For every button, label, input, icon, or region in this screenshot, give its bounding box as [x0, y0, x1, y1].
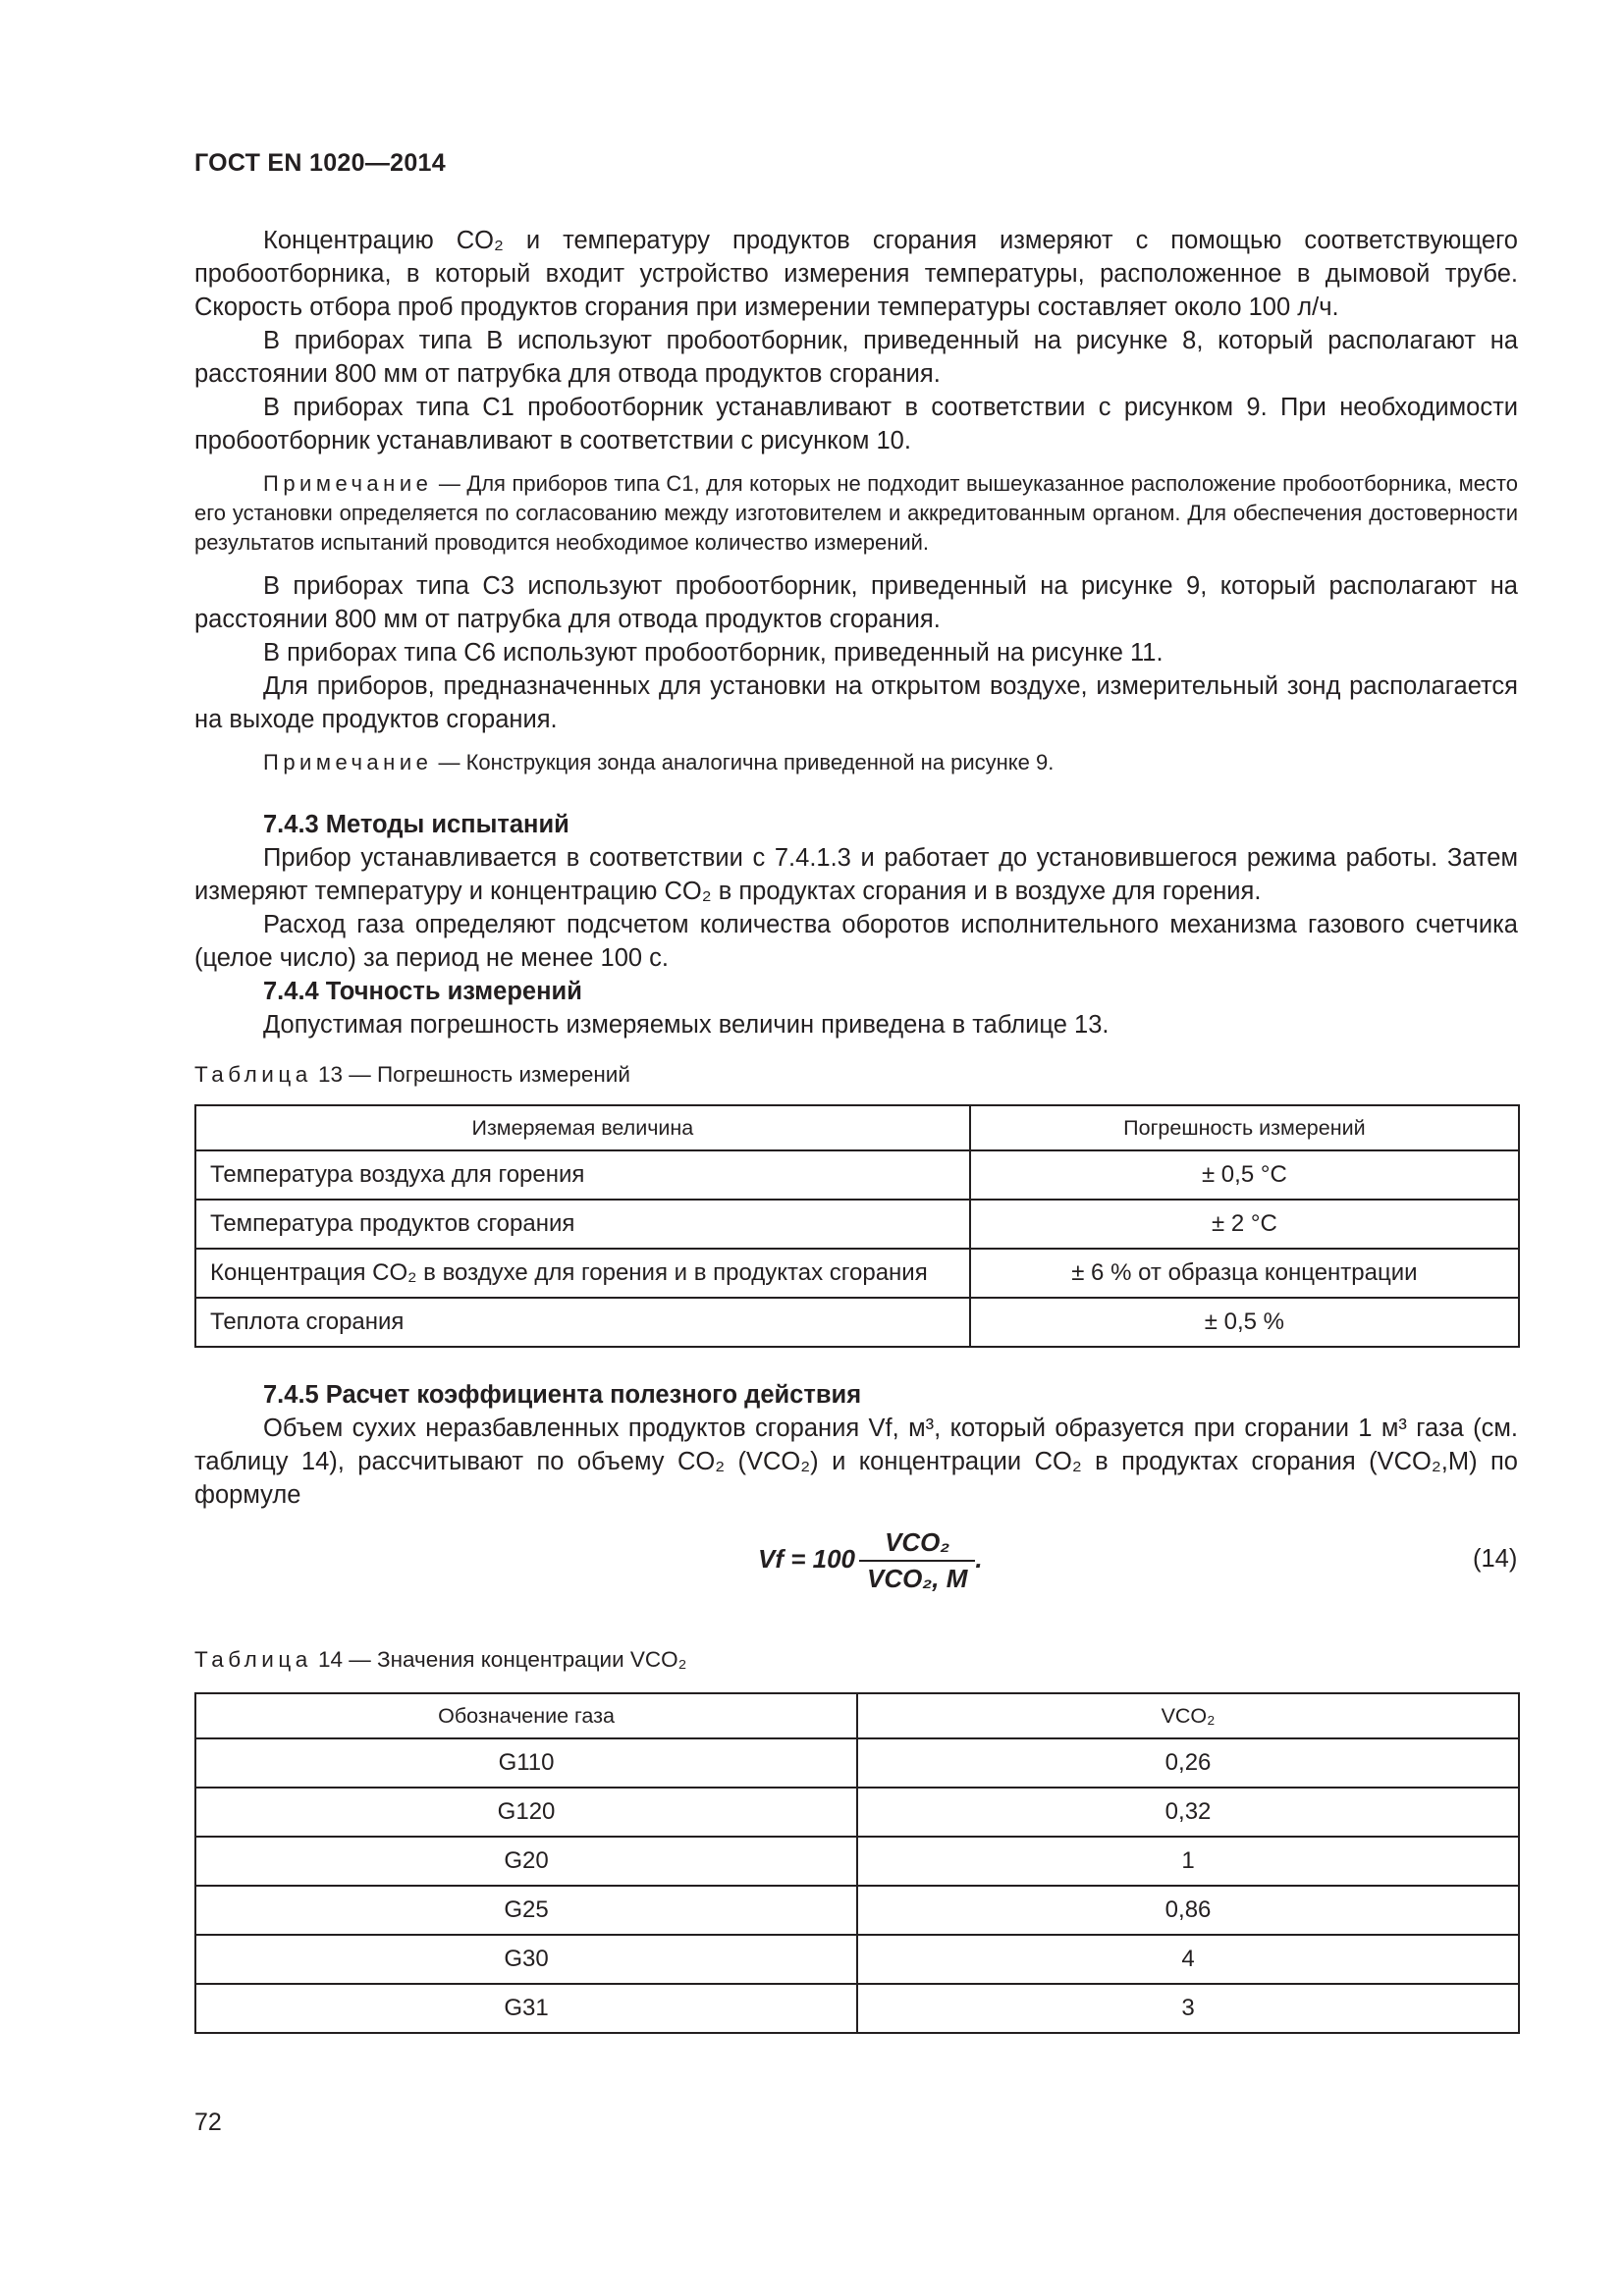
table-cell: G110: [195, 1738, 857, 1788]
note: [194, 469, 1518, 558]
formula-denominator: VCO₂, M: [867, 1564, 968, 1593]
table-13-caption: [194, 1062, 630, 1088]
table-row: [195, 1935, 1519, 1984]
table-cell: 3: [857, 1984, 1519, 2033]
section-heading-7-4-4: 7.4.4 Точность измерений: [263, 978, 582, 1005]
table-13: [194, 1104, 1520, 1348]
caption-label: Таблица: [194, 1647, 312, 1672]
formula-fraction: [859, 1527, 975, 1594]
paragraph: Концентрацию CO₂ и температуру продуктов сгорания измеряют с помощью соответствующего пробоотборника, в который входит устройство измерения температуры, расположенное в дымовой трубе. Скорость отбора проб продуктов сгорания при измерении температуры составляет около 100 л/ч.: [194, 227, 1518, 321]
text-block-1: [194, 224, 1518, 777]
table-cell: ± 2 °С: [970, 1200, 1519, 1249]
table-header-cell: Измеряемая величина: [195, 1105, 970, 1150]
table-header-cell: VCO₂: [857, 1693, 1519, 1738]
table-cell: G30: [195, 1935, 857, 1984]
table-cell: Температура воздуха для горения: [195, 1150, 970, 1200]
table-cell: G20: [195, 1837, 857, 1886]
note-text: — Для приборов типа С1, для которых не подходит вышеуказанное расположение пробоотборника, место его установки определяется по согласованию между изготовителем и аккредитованным органом. Для обеспечения достоверности результатов испытаний проводится необходимое количество измерений.: [194, 471, 1518, 555]
paragraph: В приборах типа В используют пробоотборник, приведенный на рисунке 8, который располагают на расстоянии 800 мм от патрубка для отвода продуктов сгорания.: [194, 327, 1518, 388]
text-block-3: [194, 1378, 1518, 1512]
table-cell: 1: [857, 1837, 1519, 1886]
table-cell: 0,26: [857, 1738, 1519, 1788]
table-cell: Теплота сгорания: [195, 1298, 970, 1347]
table-row: [195, 1150, 1519, 1200]
paragraph: В приборах типа С3 используют пробоотборник, приведенный на рисунке 9, который располагают на расстоянии 800 мм от патрубка для отвода продуктов сгорания.: [194, 572, 1518, 633]
table-14-caption: [194, 1647, 686, 1673]
note-label: Примечание: [263, 471, 433, 496]
table-cell: G25: [195, 1886, 857, 1935]
table-row: [195, 1249, 1519, 1298]
text-block-2: [194, 808, 1518, 1041]
table-row: [195, 1886, 1519, 1935]
table-cell: ± 0,5 °С: [970, 1150, 1519, 1200]
section-heading-7-4-5: 7.4.5 Расчет коэффициента полезного действия: [263, 1381, 862, 1409]
equation-number: (14): [1473, 1545, 1518, 1573]
table-cell: ± 0,5 %: [970, 1298, 1519, 1347]
table-cell: 0,86: [857, 1886, 1519, 1935]
page-number: 72: [194, 2109, 222, 2136]
page-header: ГОСТ EN 1020—2014: [194, 149, 446, 177]
formula-tail: .: [975, 1543, 983, 1574]
table-cell: Концентрация CO₂ в воздухе для горения и в продуктах сгорания: [195, 1249, 970, 1298]
table-cell: 0,32: [857, 1788, 1519, 1837]
paragraph: Расход газа определяют подсчетом количества оборотов исполнительного механизма газового счетчика (целое число) за период не менее 100 с.: [194, 911, 1518, 972]
table-header-cell: Обозначение газа: [195, 1693, 857, 1738]
section-heading-7-4-3: 7.4.3 Методы испытаний: [263, 811, 569, 838]
paragraph: Объем сухих неразбавленных продуктов сгорания Vf, м³, который образуется при сгорании 1 м³ газа (см. таблицу 14), рассчитывают по объему CO₂ (VCO₂) и концентрации CO₂ в продуктах сгорания (VCO₂,M) по формуле: [194, 1415, 1518, 1509]
table-cell: 4: [857, 1935, 1519, 1984]
table-row: [195, 1788, 1519, 1837]
table-header-row: [195, 1693, 1519, 1738]
note-text: — Конструкция зонда аналогична приведенной на рисунке 9.: [432, 750, 1055, 774]
table-cell: G31: [195, 1984, 857, 2033]
paragraph: В приборах типа С1 пробоотборник устанавливают в соответствии с рисунком 9. При необходимости пробоотборник устанавливают в соответствии с рисунком 10.: [194, 394, 1518, 454]
table-row: [195, 1738, 1519, 1788]
table-header-cell: Погрешность измерений: [970, 1105, 1519, 1150]
caption-label: Таблица: [194, 1062, 312, 1087]
note: [194, 748, 1518, 777]
paragraph: Допустимая погрешность измеряемых величин приведена в таблице 13.: [263, 1011, 1110, 1039]
table-cell: Температура продуктов сгорания: [195, 1200, 970, 1249]
table-row: [195, 1984, 1519, 2033]
table-row: [195, 1837, 1519, 1886]
note-label: Примечание: [263, 750, 433, 774]
table-row: [195, 1200, 1519, 1249]
table-row: [195, 1298, 1519, 1347]
table-14: [194, 1692, 1520, 2034]
formula-numerator: VCO₂: [859, 1527, 975, 1562]
formula-lhs: Vf = 100: [758, 1543, 856, 1574]
table-cell: G120: [195, 1788, 857, 1837]
table-header-row: [195, 1105, 1519, 1150]
table-cell: ± 6 % от образца концентрации: [970, 1249, 1519, 1298]
formula-14: [758, 1527, 983, 1594]
caption-text: 13 — Погрешность измерений: [311, 1062, 630, 1087]
paragraph: Прибор устанавливается в соответствии с 7.4.1.3 и работает до установившегося режима работы. Затем измеряют температуру и концентрацию CO₂ в продуктах сгорания и в воздухе для горения.: [194, 844, 1518, 905]
caption-text: 14 — Значения концентрации VCO₂: [311, 1647, 687, 1672]
paragraph: Для приборов, предназначенных для установки на открытом воздухе, измерительный зонд располагается на выходе продуктов сгорания.: [194, 672, 1518, 733]
paragraph: В приборах типа С6 используют пробоотборник, приведенный на рисунке 11.: [263, 639, 1164, 667]
